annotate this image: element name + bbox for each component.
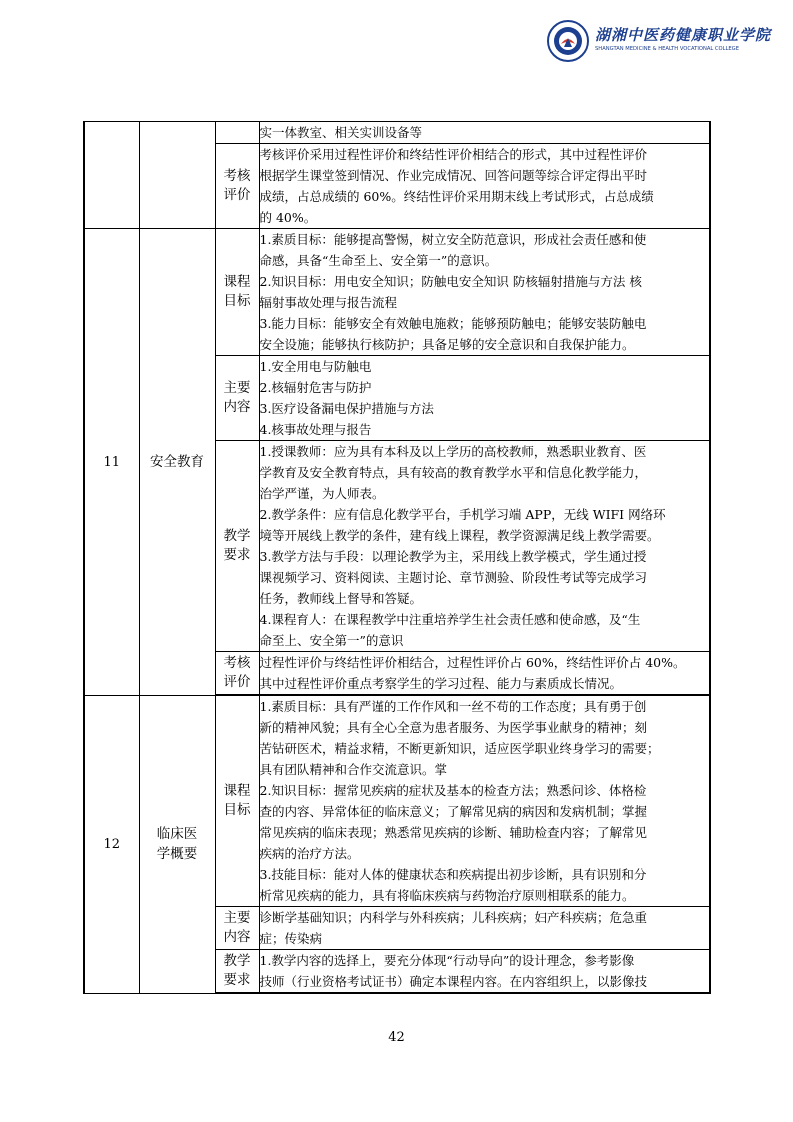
school-seal-icon	[547, 20, 589, 62]
page-number: 42	[388, 1030, 405, 1045]
continuation-text: 实一体教室、相关实训设备等	[259, 122, 710, 144]
content-label: 主要内容	[215, 907, 259, 950]
course-number: 12	[84, 696, 139, 994]
goals-label: 课程目标	[215, 696, 259, 907]
content-label: 主要内容	[215, 356, 259, 441]
course-name: 安全教育	[139, 229, 215, 696]
goals-label: 课程目标	[215, 229, 259, 356]
goals-content: 1.素质目标：能够提高警惕，树立安全防范意识，形成社会责任感和使 命感，具备“生命至上、安全第一”的意识。 2.知识目标：用电安全知识；防触电安全知识 防核辐射措施与方法 核 辐射事故处理与报告流程 3.能力目标：能够安全有效触电施救；能够预防触电；能够安装防触电 安全设施；能够执行核防护；具备足够的安全意识和自我保护能力。	[259, 229, 710, 356]
school-logo	[547, 20, 772, 64]
main-content: 诊断学基础知识；内科学与外科疾病；儿科疾病；妇产科疾病；危急重 症；传染病	[259, 907, 710, 950]
table-row	[84, 696, 710, 907]
school-name-cn: 湖湘中医药健康职业学院	[595, 26, 772, 44]
requirements-label: 教学要求	[215, 441, 259, 652]
requirements-label: 教学要求	[215, 950, 259, 994]
assessment-label: 考核评价	[215, 652, 259, 695]
curriculum-table	[83, 121, 711, 994]
label-cell-empty	[215, 122, 259, 144]
table-row	[84, 122, 710, 144]
requirements-content: 1.授课教师：应为具有本科及以上学历的高校教师，熟悉职业教育、医 学教育及安全教育特点，具有较高的教育教学水平和信息化教学能力， 治学严谨，为人师表。 2.教学条件：应有信息化教学平台，手机学习端 APP，无线 WIFI 网络环 境等开展线上教学的条件，建有线上课程，教学资源满足线上教学需要。 3.教学方法与手段：以理论教学为主，采用线上教学模式，学生通过授 课视频学习、资料阅读、主题讨论、章节测验、阶段性考试等完成学习 任务，教师线上督导和答疑。 4.课程育人：在课程教学中注重培养学生社会责任感和使命感，及“生 命至上、安全第一”的意识	[259, 441, 710, 652]
assessment-content: 考核评价采用过程性评价和终结性评价相结合的形式，其中过程性评价 根据学生课堂签到情况、作业完成情况、回答问题等综合评定得出平时 成绩，占总成绩的 60%。终结性评价采用期末线上考试形式，占总成绩 的 40%。	[259, 144, 710, 229]
table-row	[84, 229, 710, 356]
course-number: 11	[84, 229, 139, 696]
num-cell-empty	[84, 122, 139, 229]
course-name: 临床医学概要	[139, 696, 215, 994]
main-content: 1.安全用电与防触电 2.核辐射危害与防护 3.医疗设备漏电保护措施与方法 4.核事故处理与报告	[259, 356, 710, 441]
assessment-content: 过程性评价与终结性评价相结合，过程性评价占 60%，终结性评价占 40%。 其中过程性评价重点考察学生的学习过程、能力与素质成长情况。	[259, 652, 710, 695]
school-name-en: SHANGTAN MEDICINE & HEALTH VOCATIONAL COLLEGE	[595, 46, 739, 52]
goals-content: 1.素质目标：具有严谨的工作作风和一丝不苟的工作态度；具有勇于创 新的精神风貌；具有全心全意为患者服务、为医学事业献身的精神；刻 苦钻研医术，精益求精，不断更新知识，适应医学职业终身学习的需要； 具有团队精神和合作交流意识。掌 2.知识目标：握常见疾病的症状及基本的检查方法；熟悉问诊、体格检 查的内容、异常体征的临床意义；了解常见病的病因和发病机制；掌握 常见疾病的临床表现；熟悉常见疾病的诊断、辅助检查内容；了解常见 疾病的治疗方法。 3.技能目标：能对人体的健康状态和疾病提出初步诊断，具有识别和分 析常见疾病的能力，具有将临床疾病与药物治疗原则相联系的能力。	[259, 696, 710, 907]
name-cell-empty	[139, 122, 215, 229]
requirements-content: 1.教学内容的选择上，要充分体现“行动导向”的设计理念，参考影像 技师（行业资格考试证书）确定本课程内容。在内容组织上，以影像技	[259, 950, 710, 994]
assessment-label: 考核评价	[215, 144, 259, 229]
